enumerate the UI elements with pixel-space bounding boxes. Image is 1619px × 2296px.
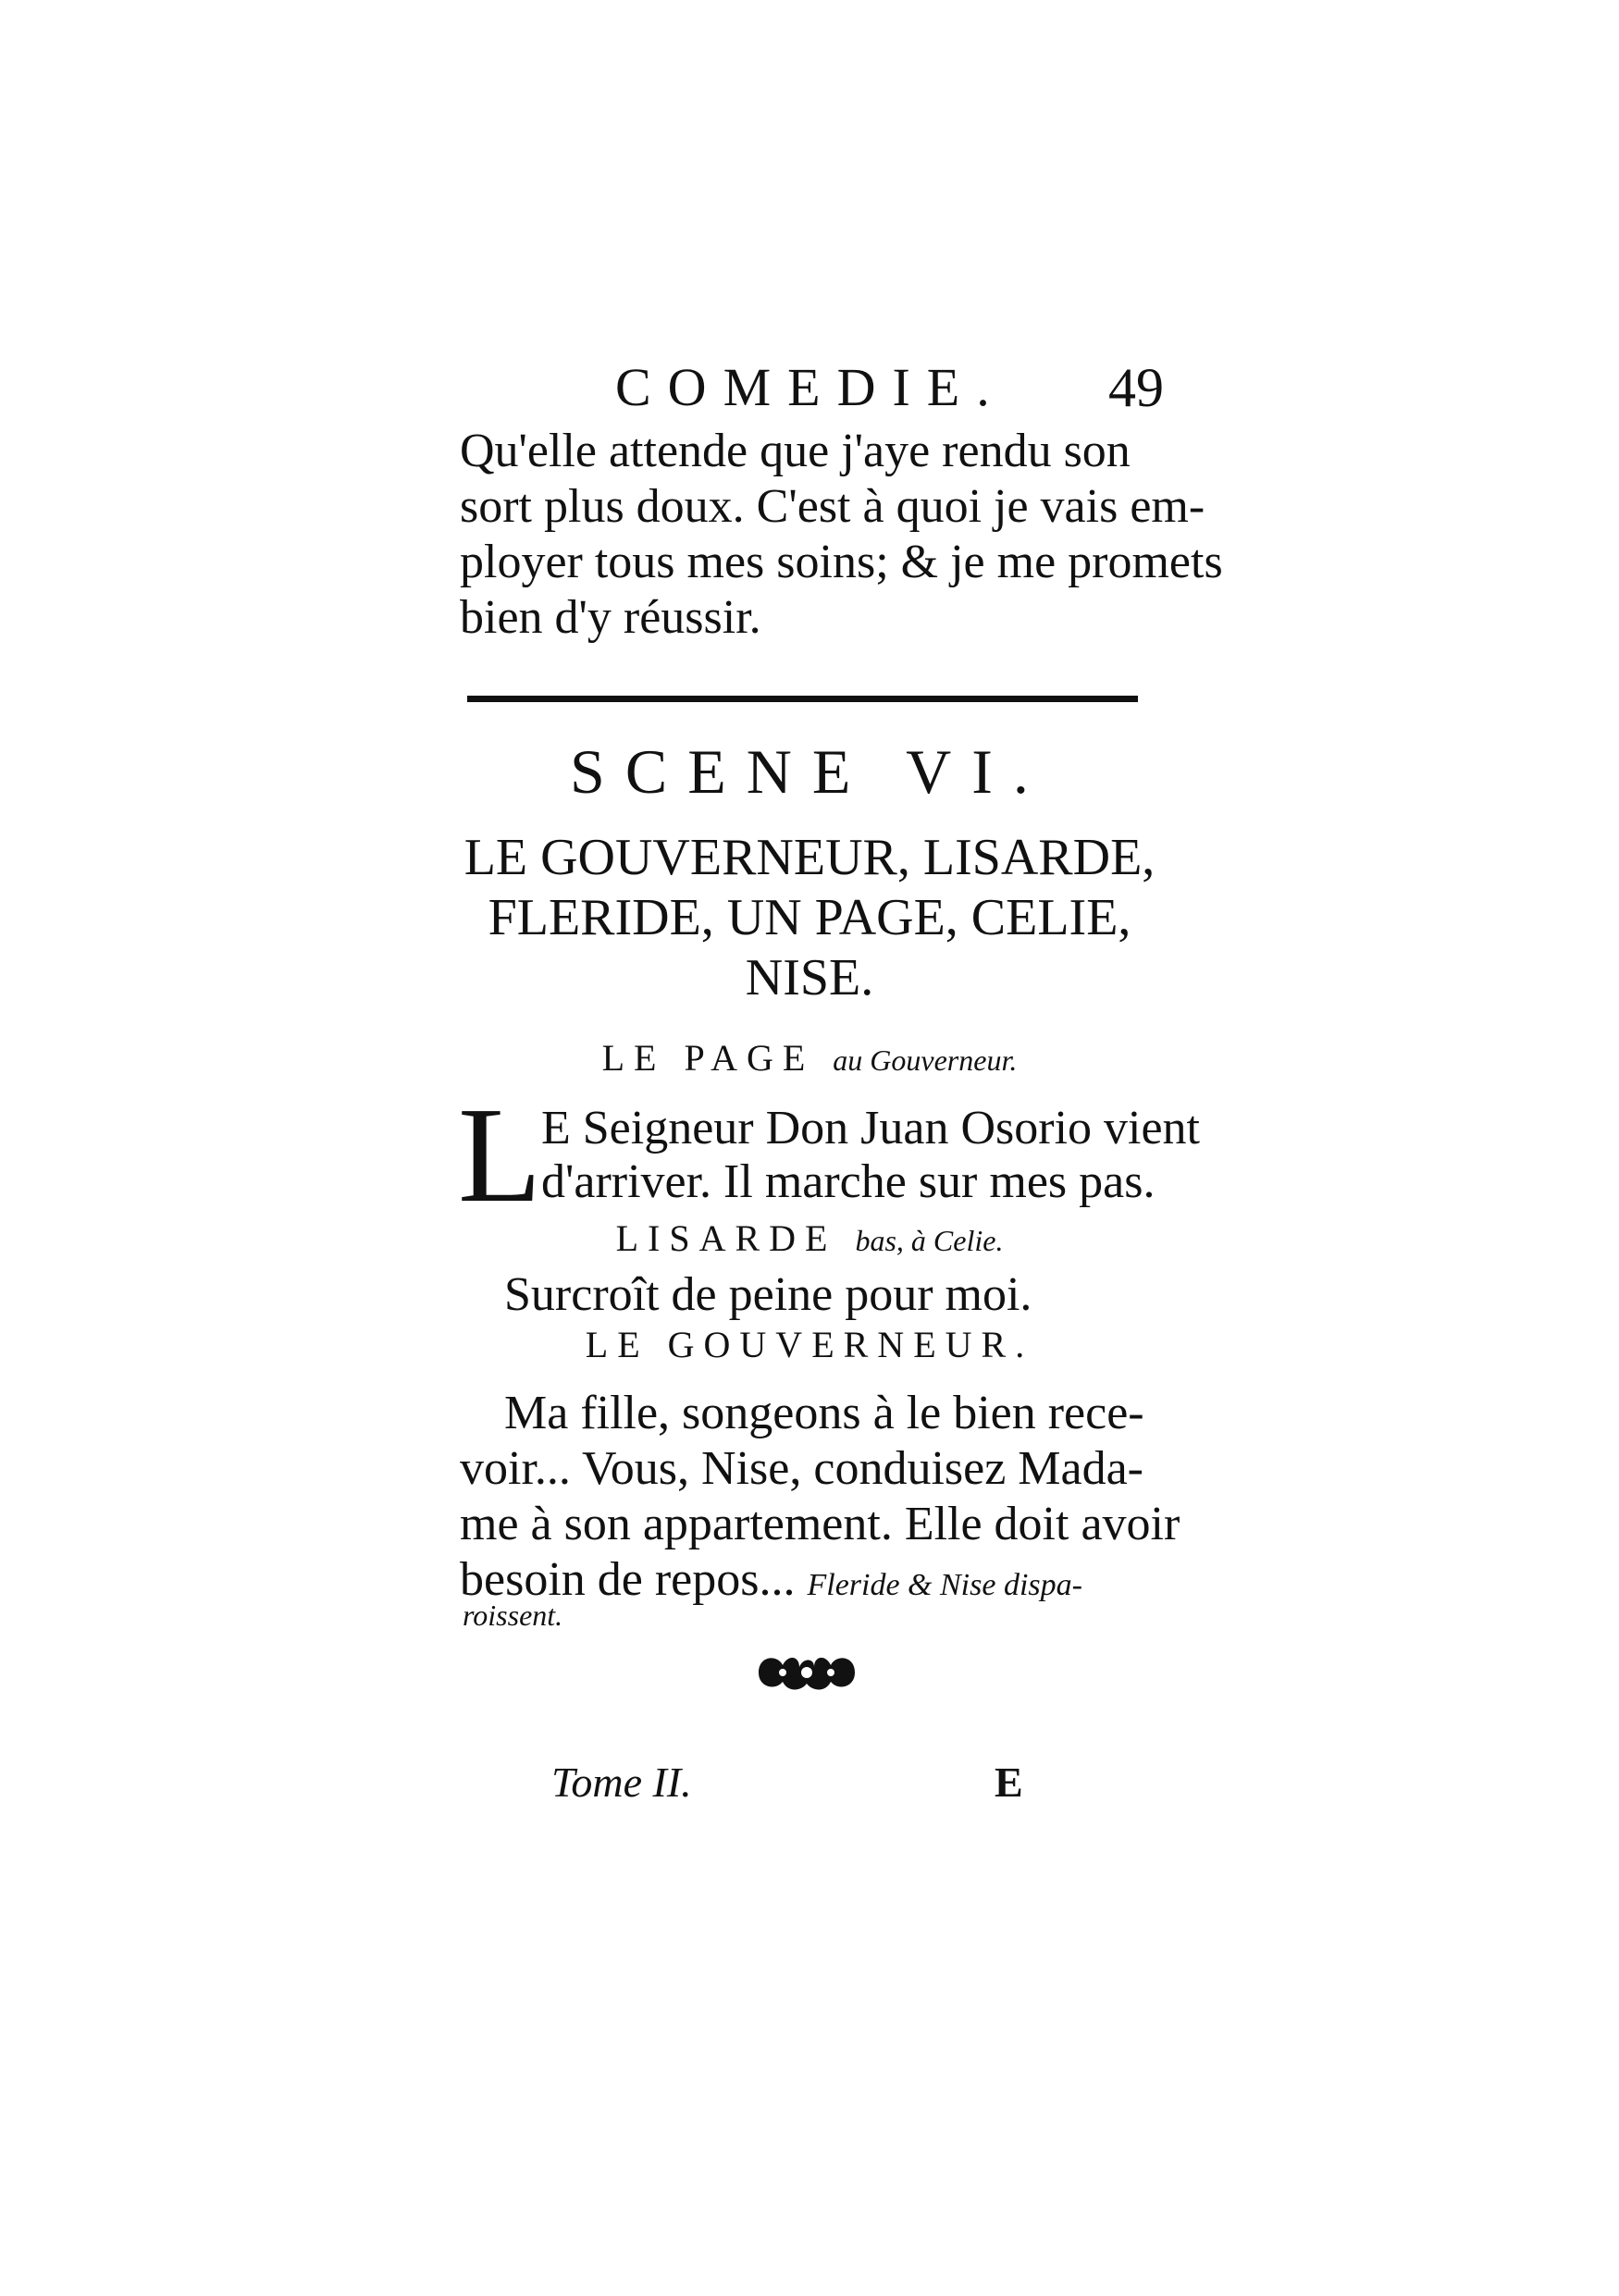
text-line: bien d'y réussir.: [460, 591, 761, 644]
text-line: sort plus doux. C'est à quoi je vais em-: [460, 480, 1205, 533]
speaker-name: LE GOUVERNEUR.: [585, 1324, 1034, 1365]
fleuron-ornament-icon: [751, 1647, 862, 1698]
text-line-part: besoin de repos...: [460, 1553, 796, 1606]
stage-direction: roissent.: [463, 1599, 563, 1632]
text-line: d'arriver. Il marche sur mes pas.: [541, 1155, 1156, 1208]
stage-direction: Fleride & Nise dispa-: [807, 1568, 1082, 1602]
text-line: Surcroît de peine pour moi.: [504, 1268, 1032, 1321]
running-title: COMEDIE.: [615, 357, 1007, 417]
page-number: 49: [1108, 357, 1164, 418]
drop-cap: L: [458, 1080, 542, 1231]
text-line: Qu'elle attende que j'aye rendu son: [460, 425, 1131, 477]
text-line: me à son appartement. Elle doit avoir: [460, 1498, 1180, 1550]
speaker-heading: [0, 1323, 1619, 1366]
speaker-name: LISARDE: [615, 1217, 837, 1259]
character-list-line: NISE.: [745, 949, 874, 1006]
signature-mark: E: [995, 1759, 1023, 1806]
speaker-name: LE PAGE: [601, 1037, 815, 1079]
speaker-heading: [0, 1036, 1619, 1080]
character-list-line: FLERIDE, UN PAGE, CELIE,: [488, 889, 1131, 946]
speaker-heading: [0, 1216, 1619, 1260]
text-line: E Seigneur Don Juan Osorio vient: [541, 1102, 1201, 1154]
text-line: Ma fille, songeons à le bien rece-: [504, 1387, 1144, 1439]
stage-direction: bas, à Celie.: [855, 1224, 1004, 1257]
stage-direction: au Gouverneur.: [833, 1043, 1018, 1077]
section-rule: [467, 696, 1138, 702]
volume-label: Tome II.: [551, 1759, 692, 1806]
text-line: ployer tous mes soins; & je me promets: [460, 536, 1223, 588]
character-list-line: LE GOUVERNEUR, LISARDE,: [463, 829, 1156, 886]
scene-title: SCENE VI.: [570, 736, 1049, 807]
text-line: voir... Vous, Nise, conduisez Mada-: [460, 1442, 1143, 1495]
